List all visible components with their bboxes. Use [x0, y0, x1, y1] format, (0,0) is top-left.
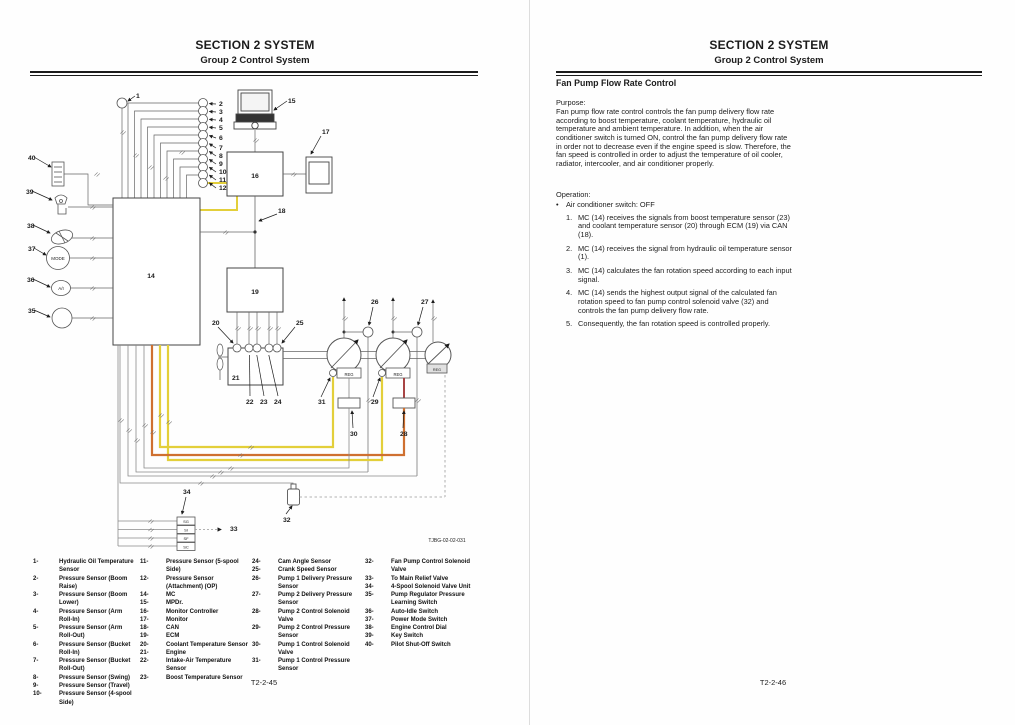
- sensor-harness-lines: [122, 103, 199, 198]
- pilot-shutoff-switch-icon: [52, 162, 64, 186]
- legend-item: 32- Fan Pump Control Solenoid Valve: [365, 559, 470, 574]
- pump2-solenoid-valve: [393, 398, 415, 408]
- diagram-label: 31: [318, 399, 326, 406]
- legend-item: 16- Monitor Controller: [140, 608, 219, 615]
- diagram-label: SC: [183, 544, 189, 550]
- diagram-label: 4: [219, 117, 223, 124]
- legend-item: 21- Engine: [140, 649, 187, 656]
- diagram-label: 24: [274, 399, 282, 406]
- header-rule: [556, 71, 982, 76]
- section-title: SECTION 2 SYSTEM: [195, 38, 315, 52]
- legend-item: 8- Pressure Sensor (Swing): [33, 674, 131, 681]
- diagram-label: SI: [184, 527, 188, 533]
- legend-item: 26- Pump 1 Delivery Pressure Sensor: [252, 575, 353, 590]
- diagram-label: 35: [28, 308, 36, 315]
- legend-item: 19- ECM: [140, 633, 180, 640]
- legend-item: 2- Pressure Sensor (Boom Raise): [33, 575, 128, 590]
- pump2-control-pressure-sensor: [379, 370, 386, 377]
- diagram-label: SG: [183, 519, 189, 524]
- diagram-label: 36: [27, 277, 35, 284]
- legend-item: 9- Pressure Sensor (Travel): [33, 682, 130, 689]
- pump2-icon: [376, 338, 410, 372]
- legend-item: 22- Intake-Air Temperature Sensor: [140, 658, 232, 673]
- diagram-label: 21: [232, 375, 240, 382]
- diagram-label: REG: [393, 372, 403, 377]
- legend-item: 20- Coolant Temperature Sensor: [140, 641, 248, 648]
- right-page-header: [556, 38, 982, 66]
- fan-pump-solenoid-valve: [288, 484, 300, 505]
- diagram-label: 9: [219, 161, 223, 168]
- diagram-label: TJBG-02-02-031: [428, 538, 466, 544]
- diagram-label: 16: [251, 173, 259, 180]
- diagram-label: 32: [283, 517, 291, 524]
- diagram-label: SF: [183, 536, 189, 541]
- operation-steps: [556, 214, 794, 329]
- legend-item: 7- Pressure Sensor (Bucket Roll-Out): [33, 658, 131, 673]
- topic-heading: Fan Pump Flow Rate Control: [556, 78, 677, 88]
- laptop-icon: [234, 90, 276, 129]
- legend-column-2: [140, 558, 248, 682]
- legend-item: 24- Cam Angle Sensor: [252, 559, 332, 565]
- learning-switch-icon: [52, 308, 72, 328]
- right-page-number: T2-2-46: [759, 678, 787, 687]
- bullet-item: [556, 200, 794, 209]
- bullet-text: Air conditioner switch: OFF: [566, 199, 655, 209]
- legend-item: 11- Pressure Sensor (5-spool Side): [140, 559, 239, 574]
- diagram-label: 27: [421, 299, 429, 306]
- diagram-label: 34: [183, 489, 191, 496]
- pump1-solenoid-valve: [338, 398, 360, 408]
- legend-item: 27- Pump 2 Delivery Pressure Sensor: [252, 592, 353, 607]
- group-title: Group 2 Control System: [714, 55, 824, 66]
- legend-column-3: [252, 558, 360, 674]
- diagram-label: 5: [219, 125, 223, 132]
- right-page: [531, 0, 1015, 725]
- legend-item: 1- Hydraulic Oil Temperature Sensor: [33, 559, 134, 574]
- diagram-label: 12: [219, 185, 227, 192]
- legend-item: 39- Key Switch: [365, 633, 424, 640]
- diagram-label: 25: [296, 320, 304, 327]
- legend-item: 10- Pressure Sensor (4-spool Side): [33, 691, 132, 706]
- header-rule: [30, 71, 478, 76]
- monitor-icon: [306, 157, 332, 193]
- engine-fan-icon: [217, 344, 228, 380]
- pump1-icon: [327, 338, 361, 372]
- switch-harness-lines: [64, 174, 113, 318]
- left-page-header: [30, 38, 480, 66]
- diagram-label: 8: [219, 153, 223, 160]
- diagram-label: 2: [219, 101, 223, 108]
- engine-sensor-circles: [233, 344, 281, 352]
- control-system-diagram: [20, 85, 490, 555]
- legend-item: 12- Pressure Sensor (Attachment) (OP): [140, 575, 218, 590]
- legend-item: 30- Pump 1 Control Solenoid Valve: [252, 641, 350, 656]
- operation-step: 2. MC (14) receives the signal from hydraulic oil temperature sensor (1).: [566, 243, 793, 262]
- operation-step: 5. Consequently, the fan rotation speed is controlled properly.: [566, 319, 770, 329]
- diagram-label: 18: [278, 208, 286, 215]
- diagram-label: 3: [219, 109, 223, 116]
- diagram-label: 40: [28, 155, 36, 162]
- diagram-label: 7: [219, 145, 223, 152]
- purpose-paragraph: Fan pump flow rate control controls the fan pump delivery flow rate according to boost temperature, coolant temperature, hydraulic oil temperature and ambient temperature. In addition, when the air conditioner switch is turned ON, control the fan pump delivery flow rate in order not to decrease even if the engine speed is slow. Therefore, the fan speed is controlled in order to adjust the temperature of oil cooler, radiator, intercooler, and air conditioner properly.: [556, 107, 791, 168]
- diagram-label: 26: [371, 299, 379, 306]
- diagram-label: 20: [212, 320, 220, 327]
- diagram-label: 28: [400, 431, 408, 438]
- pump1-delivery-sensor: [363, 327, 373, 337]
- legend-item: 34- 4-Spool Solenoid Valve Unit: [365, 583, 471, 590]
- diagram-label: 10: [219, 169, 227, 176]
- diagram-label: 33: [230, 526, 238, 533]
- legend-item: 28- Pump 2 Control Solenoid Valve: [252, 608, 350, 623]
- text-column: [556, 78, 794, 329]
- legend-item: 33- To Main Relief Valve: [365, 575, 449, 582]
- diagram-label: 14: [147, 273, 155, 280]
- section-title: SECTION 2 SYSTEM: [709, 38, 829, 52]
- bullet-glyph: •: [556, 199, 559, 209]
- diagram-label: 17: [322, 129, 330, 136]
- legend-item: 25- Crank Speed Sensor: [252, 567, 337, 574]
- legend-item: 23- Boost Temperature Sensor: [140, 674, 243, 681]
- diagram-label: 19: [251, 289, 259, 296]
- legend-item: 18- CAN: [140, 625, 179, 632]
- diagram-label: 1: [136, 93, 140, 100]
- page-divider: [529, 0, 530, 725]
- legend-item: 36- Auto-Idle Switch: [365, 608, 438, 615]
- operation-step: 4. MC (14) sends the highest output signal of the calculated fan rotation speed to fan pump control solenoid valve (32) and controls the fan pump delivery flow rate.: [566, 288, 777, 315]
- left-page-number: T2-2-45: [250, 678, 278, 687]
- legend-item: 17- Monitor: [140, 616, 188, 623]
- diagram-label: A/I: [58, 286, 64, 291]
- diagram-label: 38: [27, 223, 35, 230]
- diagram-label: 37: [28, 246, 36, 253]
- legend-item: 14- MC: [140, 592, 176, 599]
- key-switch-icon: [55, 195, 67, 214]
- delivery-pressure-lines: [343, 298, 434, 476]
- legend-item: 29- Pump 2 Control Pressure Sensor: [252, 625, 351, 640]
- legend-column-4: [365, 558, 473, 649]
- legend-item: 5- Pressure Sensor (Arm Roll-Out): [33, 625, 123, 640]
- diagram-label: 15: [288, 98, 296, 105]
- legend-item: 38- Engine Control Dial: [365, 625, 447, 632]
- diagram-label: MODE: [51, 256, 65, 261]
- engine-control-dial-icon: [50, 227, 75, 246]
- diagram-label: REG: [344, 372, 354, 377]
- mc-box: [113, 198, 200, 345]
- diagram-label: 11: [219, 177, 227, 184]
- diagram-label: 39: [26, 189, 34, 196]
- pilot-dashed-lines: [300, 375, 446, 497]
- legend-item: 31- Pump 1 Control Pressure Sensor: [252, 658, 351, 673]
- legend-item: 15- MPDr.: [140, 600, 184, 607]
- legend-item: 35- Pump Regulator Pressure Learning Switch: [365, 592, 465, 607]
- operation-block: [556, 190, 794, 329]
- diagram-label: 6: [219, 135, 223, 142]
- legend-item: 40- Pilot Shut-Off Switch: [365, 641, 451, 648]
- diagram-label: 30: [350, 431, 358, 438]
- diagram-label: REG: [432, 368, 442, 372]
- diagram-label: 29: [371, 399, 379, 406]
- pump2-delivery-sensor: [412, 327, 422, 337]
- legend-item: 6- Pressure Sensor (Bucket Roll-In): [33, 641, 131, 656]
- diagram-label: 22: [246, 399, 254, 406]
- operation-step: 3. MC (14) calculates the fan rotation speed according to each input signal.: [566, 265, 792, 284]
- operation-label: Operation:: [556, 189, 591, 199]
- purpose-label: Purpose:: [556, 98, 586, 107]
- group-title: Group 2 Control System: [200, 55, 310, 66]
- pump1-control-pressure-sensor: [330, 370, 337, 377]
- operation-step: 1. MC (14) receives the signals from boost temperature sensor (23) and coolant temperature sensor (20) through ECM (19) via CAN (18).: [566, 212, 790, 239]
- diagram-label: 23: [260, 399, 268, 406]
- legend-item: 37- Power Mode Switch: [365, 616, 448, 623]
- legend-item: 4- Pressure Sensor (Arm Roll-In): [33, 608, 123, 623]
- legend-item: 3- Pressure Sensor (Boom Lower): [33, 592, 128, 607]
